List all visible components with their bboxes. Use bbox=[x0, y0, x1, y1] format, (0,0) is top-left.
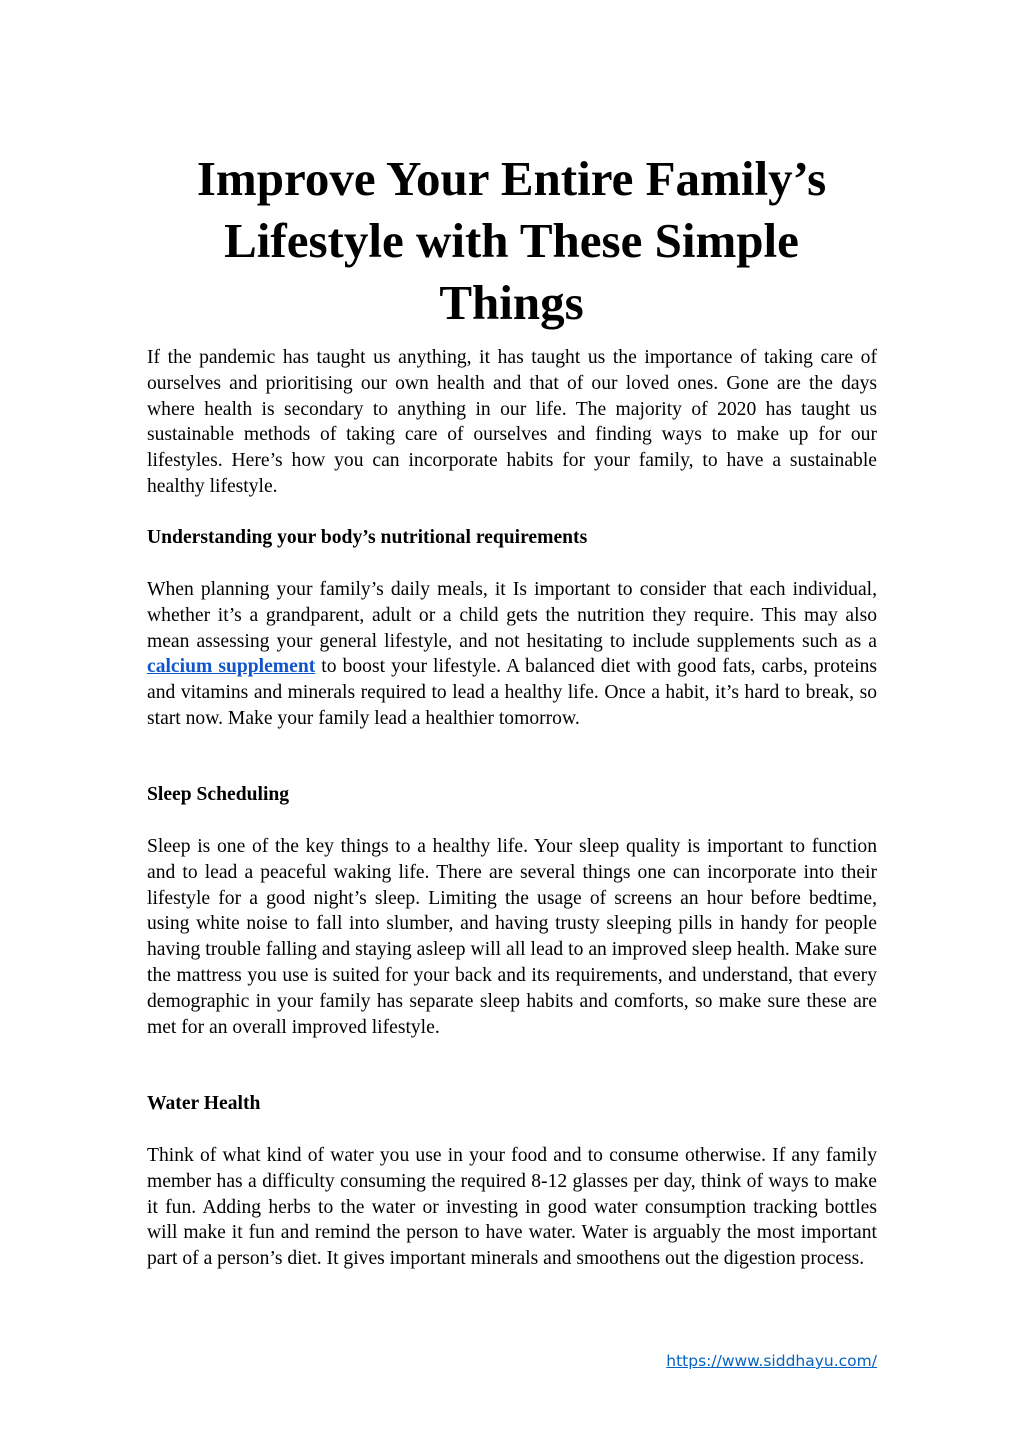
calcium-supplement-link[interactable]: calcium supplement bbox=[147, 656, 316, 678]
intro-paragraph: If the pandemic has taught us anything, it has taught us the importance of taking care of ourselves and prioritising our own health and that of our loved ones. Gone are the days where health is secondary to anything in our life. The majority of 2020 has taught us sustainable methods of taking care of ourselves and finding ways to make up for our lifestyles. Here’s how you can incorporate habits for your family, to have a sustainable healthy lifestyle. bbox=[147, 347, 877, 497]
section-heading-nutrition: Understanding your body’s nutritional requirements bbox=[147, 527, 588, 548]
nutrition-text-before-link: When planning your family’s daily meals, it Is important to consider that each individual, whether it’s a grandparent, adult or a child gets the nutrition they require. This may also mean assessing your general lifestyle, and not hesitating to include supplements such as a bbox=[147, 579, 877, 652]
section-paragraph-nutrition bbox=[147, 577, 877, 732]
section-paragraph-sleep: Sleep is one of the key things to a healthy life. Your sleep quality is important to function and to lead a peaceful waking life. There are several things one can incorporate into their lifestyle for a good night’s sleep. Limiting the usage of screens an hour before bedtime, using white noise to fall into slumber, and having trusty sleeping pills in handy for people having trouble falling and staying asleep will all lead to an improved sleep health. Make sure the mattress you use is suited for your back and its requirements, and understand, that every demographic in your family has separate sleep habits and comforts, so make sure these are met for an overall improved lifestyle. bbox=[147, 836, 877, 1038]
section-heading-sleep: Sleep Scheduling bbox=[147, 784, 290, 805]
section-paragraph-water: Think of what kind of water you use in your food and to consume otherwise. If any family member has a difficulty consuming the required 8-12 glasses per day, think of ways to make it fun. Adding herbs to the water or investing in good water consumption tracking bottles will make it fun and remind the person to have water. Water is arguably the most important part of a person’s diet. It gives important minerals and smoothens out the digestion process. bbox=[147, 1145, 877, 1270]
title-line-1: Improve Your Entire Family’s bbox=[196, 151, 827, 206]
title-line-3: Things bbox=[439, 275, 584, 330]
document-title bbox=[140, 148, 883, 334]
footer-website-link[interactable]: https://www.siddhayu.com/ bbox=[666, 1352, 877, 1370]
section-heading-water: Water Health bbox=[147, 1093, 261, 1114]
title-line-2: Lifestyle with These Simple bbox=[224, 213, 799, 268]
nutrition-text-after-link: to boost your lifestyle. A balanced diet with good fats, carbs, proteins and vitamins and minerals required to lead a healthy life. Once a habit, it’s hard to break, so start now. Make your family lead a healthier tomorrow. bbox=[147, 656, 877, 729]
